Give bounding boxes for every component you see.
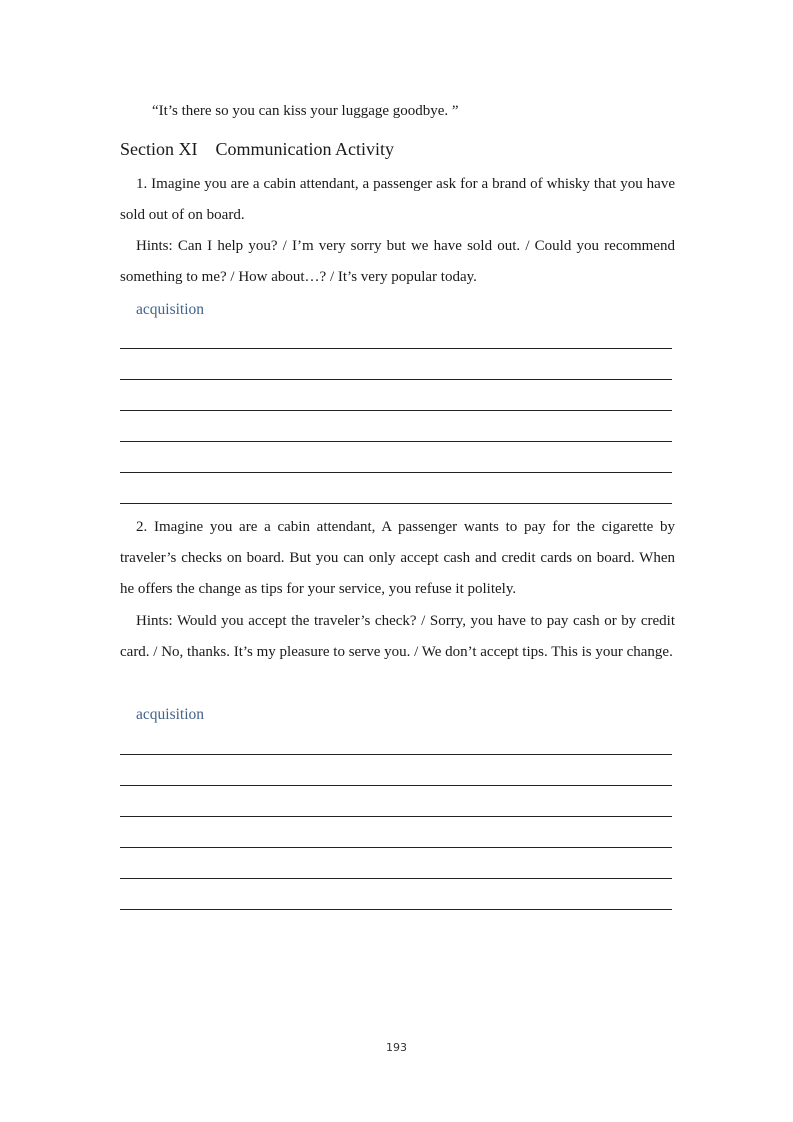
closing-quote: “It’s there so you can kiss your luggage goodbye. ” [152,103,459,119]
answer-line[interactable] [120,817,672,848]
activity-2-answer-area[interactable] [120,724,672,910]
page-number: 193 [386,1041,407,1054]
answer-line[interactable] [120,473,672,504]
answer-line[interactable] [120,786,672,817]
activity-2-hints: Hints: Would you accept the traveler’s check? / Sorry, you have to pay cash or by credit card. / No, thanks. It’s my pleasure to serve you. / We don’t accept tips. This is your change. [120,613,675,660]
activity-1-label: acquisition [136,301,205,318]
activity-1-answer-area[interactable] [120,318,672,504]
answer-line[interactable] [120,380,672,411]
activity-2-label: acquisition [136,706,205,723]
answer-line[interactable] [120,318,672,349]
answer-line[interactable] [120,442,672,473]
answer-line[interactable] [120,411,672,442]
section-heading [120,137,394,161]
answer-line[interactable] [120,724,672,755]
section-number: Section XI [120,139,198,159]
activity-1-hints: Hints: Can I help you? / I’m very sorry but we have sold out. / Could you recommend something to me? / How about…? / It’s very popular today. [120,238,675,285]
answer-line[interactable] [120,848,672,879]
answer-line[interactable] [120,879,672,910]
answer-line[interactable] [120,349,672,380]
activity-1-prompt: 1. Imagine you are a cabin attendant, a passenger ask for a brand of whisky that you have sold out of on board. [120,176,675,223]
answer-line[interactable] [120,755,672,786]
activity-2-prompt: 2. Imagine you are a cabin attendant, A passenger wants to pay for the cigarette by traveler’s checks on board. But you can only accept cash and credit cards on board. When he offers the change as tips for your service, you refuse it politely. [120,519,675,597]
section-title: Communication Activity [215,139,394,159]
